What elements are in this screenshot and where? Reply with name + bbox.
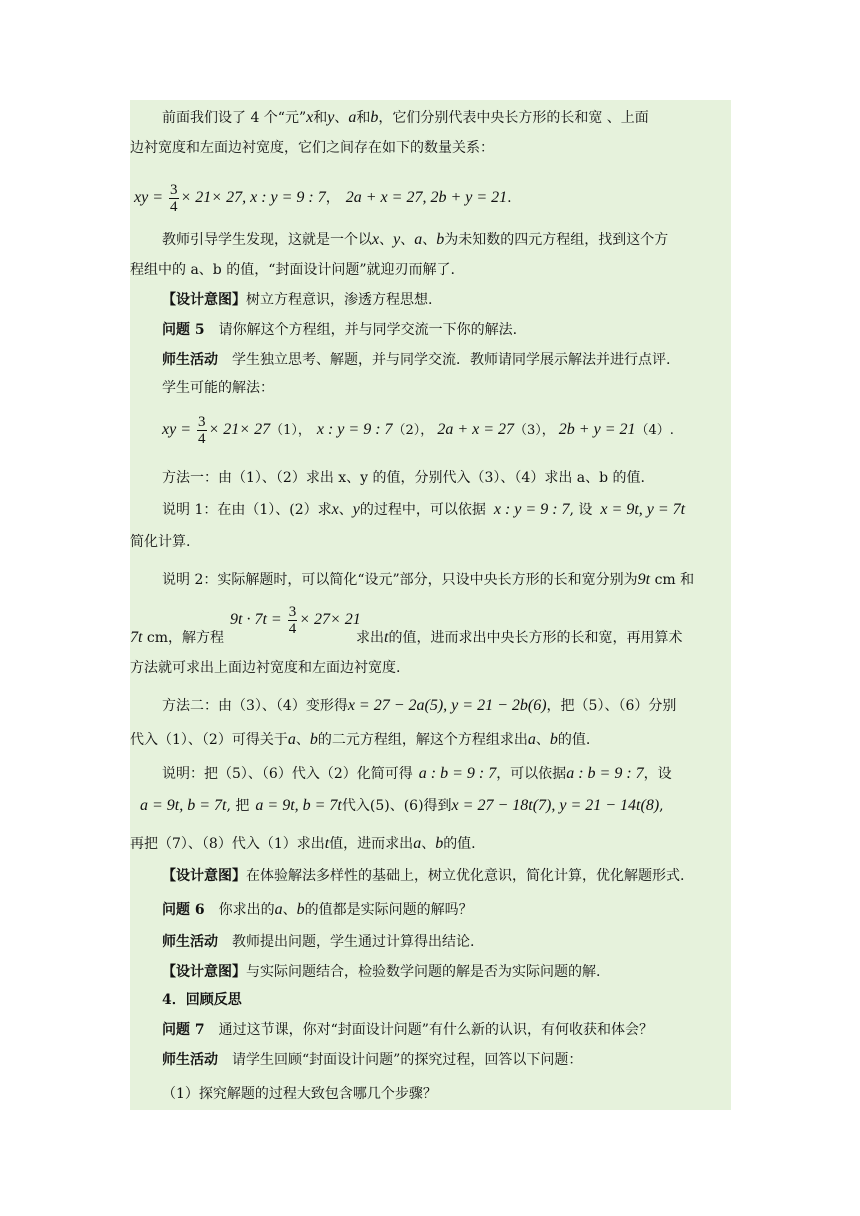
activity-1: 师生活动 学生独立思考、解题，并与同学交流．教师请同学展示解法并进行点评. [162, 352, 671, 368]
review-question-1: （1）探究解题的过程大致包含哪几个步骤？ [162, 1086, 437, 1102]
para-variables-line1: 前面我们设了 4 个“元”x和y、a和b，它们分别代表中央长方形的长和宽 、上面 [162, 109, 649, 126]
activity-2: 师生活动 教师提出问题，学生通过计算得出结论. [162, 934, 475, 950]
note-1-line2: 简化计算. [130, 534, 191, 550]
para-teacher-guide-line1: 教师引导学生发现，这就是一个以x、y、a、b为未知数的四元方程组，找到这个方 [162, 231, 669, 248]
note-2-line2: 7t cm，解方程 求出t的值，进而求出中央长方形的长和宽，再用算术 [130, 629, 683, 646]
design-intent-2: 【设计意图】在体验解法多样性的基础上，树立优化意识，简化计算，优化解题形式. [162, 868, 685, 884]
question-6: 问题 6 你求出的a、b的值都是实际问题的解吗？ [162, 901, 473, 918]
fraction-3-4-b: $\frac{3}{4}$ [198, 413, 206, 447]
fraction-3-4-c: $\frac{3}{4}$ [288, 603, 297, 637]
question-5: 问题 5 请你解这个方程组，并与同学交流一下你的解法. [162, 322, 518, 338]
section-4-heading: 4．回顾反思 [162, 992, 242, 1008]
note-2-line1: 说明 2：实际解题时，可以简化“设元”部分，只设中央长方形的长和宽分别为9t cm 和 [162, 571, 695, 588]
activity-3: 师生活动 请学生回顾“封面设计问题”的探究过程，回答以下问题： [162, 1052, 583, 1068]
note-2-equation: 9t · 7t = $\frac{3}{4}$ × 27× 21 [230, 603, 361, 637]
document-panel [130, 100, 731, 1110]
para-teacher-guide-line2: 程组中的 a、b 的值，“封面设计问题”就迎刃而解了. [130, 262, 455, 278]
note-2-line3: 方法就可求出上面边衬宽度和左面边衬宽度. [130, 660, 401, 676]
method-1: 方法一：由（1）、（2）求出 x、y 的值，分别代入（3）、（4）求出 a、b 的值. [162, 470, 645, 486]
numbered-equations: xy = $\frac{3}{4}$ × 21× 27（1）， x : y = 9 : 7（2）， 2a + x = 27（3）， 2b + y = 21（4）. [162, 413, 674, 447]
equation-system-line: xy = $\frac{3}{4}$ × 21× 27, x : y = 9 : 7， 2a + x = 27, 2b + y = 21. [134, 181, 512, 215]
method-2-line1: 方法二：由（3）、（4）变形得x = 27 − 2a(5), y = 21 − 2b(6)，把（5）、（6）分别 [162, 697, 677, 714]
method-2-line2: 代入（1）、（2）可得关于a、b的二元方程组，解这个方程组求出a、b的值. [130, 731, 591, 748]
fraction-3-4: $\frac{3}{4}$ [170, 181, 178, 215]
note-1-line1: 说明 1：在由（1）、(2）求x、y的过程中，可以依据 x : y = 9 : 7, 设 x = 9t, y = 7t [162, 501, 686, 518]
note-3-line2: a = 9t, b = 7t, 把 a = 9t, b = 7t代入(5)、(6)得到x = 27 − 18t(7), y = 21 − 14t(8), [140, 797, 664, 814]
question-7: 问题 7 通过这节课，你对“封面设计问题”有什么新的认识，有何收获和体会？ [162, 1022, 653, 1038]
note-3-line3: 再把（7）、（8）代入（1）求出t值，进而求出a、b的值. [130, 835, 476, 852]
note-3-line1: 说明：把（5）、（6）代入（2）化简可得 a : b = 9 : 7，可以依据a : b = 9 : 7，设 [162, 765, 672, 782]
design-intent-1: 【设计意图】树立方程意识，渗透方程思想. [162, 292, 433, 308]
design-intent-3: 【设计意图】与实际问题结合，检验数学问题的解是否为实际问题的解. [162, 964, 601, 980]
para-variables-line2: 边衬宽度和左面边衬宽度，它们之间存在如下的数量关系： [130, 140, 494, 156]
possible-solutions-heading: 学生可能的解法： [162, 380, 274, 396]
